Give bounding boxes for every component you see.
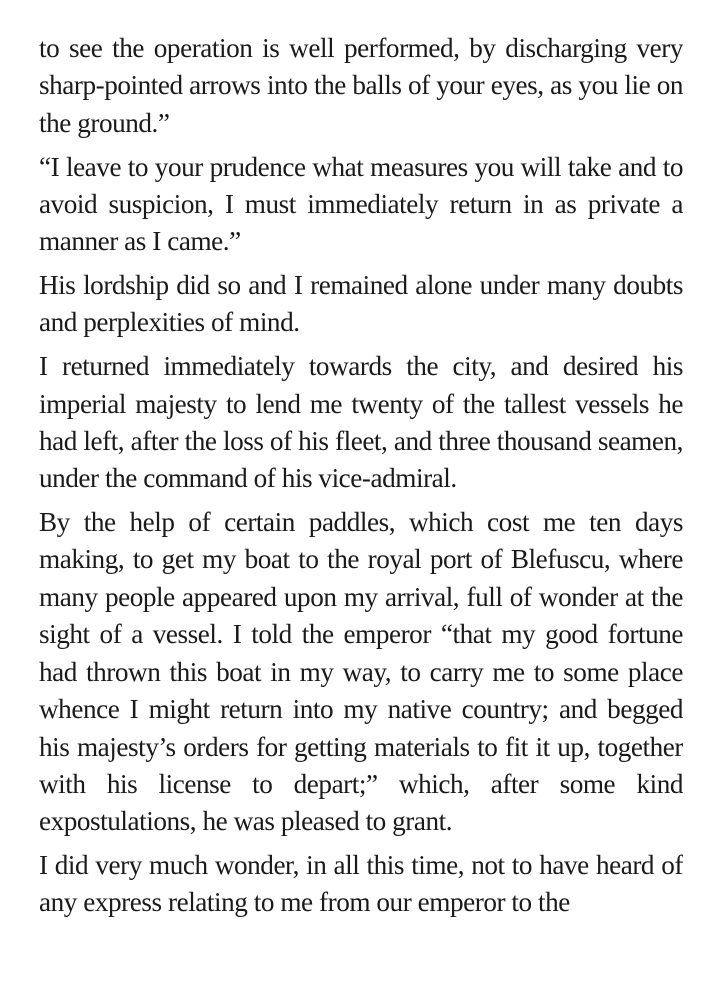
paragraph-4: I returned immediately towards the city, and desired his imperial majesty to lend me twenty of the tallest vessels he had left, after the loss of his fleet, and three thousand seamen, under the command of his vice-admiral.: [39, 351, 683, 494]
paragraph-3: His lordship did so and I remained alone under many doubts and perplexities of mind.: [39, 270, 683, 338]
paragraph-1: to see the operation is well performed, by discharging very sharp-pointed arrows into the balls of your eyes, as you lie on the ground.”: [39, 33, 683, 138]
paragraph-2: “I leave to your prudence what measures you will take and to avoid suspicion, I must immediately return in as private a manner as I came.”: [39, 151, 683, 257]
paragraph-6: I did very much wonder, in all this time, not to have heard of any express relating to me from our emperor to the: [39, 850, 683, 918]
paragraph-5: By the help of certain paddles, which cost me ten days making, to get my boat to the royal port of Blefuscu, where many people appeared upon my arrival, full of wonder at the sight of a vessel. I told the emperor “that my good fortune had thrown this boat in my way, to carry me to some place whence I might return into my native country; and begged his majesty’s orders for getting materials to fit it up, together with his license to depart;” which, after some kind expostulations, he was pleased to grant.: [39, 507, 683, 837]
document-page: [39, 30, 683, 990]
